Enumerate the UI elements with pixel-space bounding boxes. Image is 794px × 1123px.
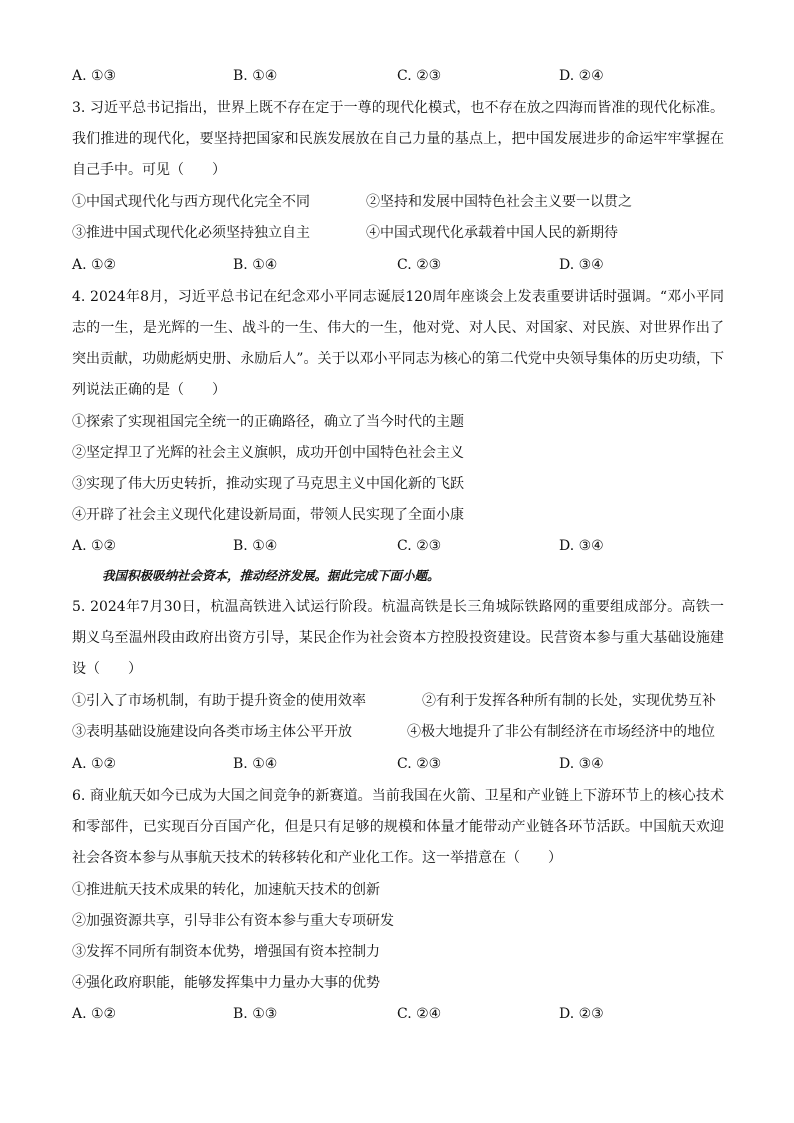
q4-item-3: ③实现了伟大历史转折，推动实现了马克思主义中国化新的飞跃	[72, 476, 464, 492]
q3-stem: 3. 习近平总书记指出，世界上既不存在定于一尊的现代化模式，也不存在放之四海而皆准的现代化标准。我们推进的现代化，要坚持把国家和民族发展放在自己力量的基点上，把中国发展进步的命运牢牢掌握在自己手中。可见（ ）	[72, 100, 724, 178]
q4-stem: 4. 2024年8月，习近平总书记在纪念邓小平同志诞辰120周年座谈会上发表重要讲话时强调。“邓小平同志的一生，是光辉的一生、战斗的一生、伟大的一生，他对党、对人民、对国家、对民族、对世界作出了突出贡献，功勋彪炳史册、永励后人”。关于以邓小平同志为核心的第二代党中央领导集体的历史功绩，下列说法正确的是（ ）	[72, 289, 724, 398]
q6-item-3: ③发挥不同所有制资本优势，增强国有资本控制力	[72, 944, 380, 960]
section-note: 我国积极吸纳社会资本，推动经济发展。据此完成下面小题。	[102, 568, 440, 583]
q5-item-3: ③表明基础设施建设向各类市场主体公平开放	[72, 724, 352, 740]
q2-options	[72, 66, 724, 86]
q3-option-b[interactable]: B. ①④	[233, 257, 278, 273]
q4-item-2: ②坚定捍卫了光辉的社会主义旗帜，成功开创中国特色社会主义	[72, 445, 464, 461]
q6-option-b[interactable]: B. ①③	[233, 1006, 278, 1022]
q3-item-4: ④中国式现代化承载着中国人民的新期待	[366, 225, 618, 241]
q2-option-a[interactable]: A. ①③	[72, 68, 117, 84]
q3-items-row-2	[72, 223, 724, 243]
q3-item-2: ②坚持和发展中国特色社会主义要一以贯之	[366, 194, 632, 210]
q3-option-c[interactable]: C. ②③	[397, 257, 442, 273]
q5-stem: 5. 2024年7月30日，杭温高铁进入试运行阶段。杭温高铁是长三角城际铁路网的重要组成部分。高铁一期义乌至温州段由政府出资方引导，某民企作为社会资本方控股投资建设。民营资本参与重大基础设施建设（ ）	[72, 599, 724, 677]
q5-item-2: ②有利于发挥各种所有制的长处，实现优势互补	[422, 693, 716, 709]
q3-option-a[interactable]: A. ①②	[72, 257, 117, 273]
q5-items-row-1	[72, 691, 724, 711]
q3-options	[72, 255, 724, 275]
q4-item-4: ④开辟了社会主义现代化建设新局面，带领人民实现了全面小康	[72, 507, 464, 523]
q6-options	[72, 1004, 724, 1024]
q4-option-b[interactable]: B. ①④	[233, 538, 278, 554]
q5-option-c[interactable]: C. ②③	[397, 756, 442, 772]
q6-item-4: ④强化政府职能，能够发挥集中力量办大事的优势	[72, 975, 380, 991]
q2-option-c[interactable]: C. ②③	[397, 68, 442, 84]
q5-options	[72, 754, 724, 774]
q5-option-a[interactable]: A. ①②	[72, 756, 117, 772]
q2-option-d[interactable]: D. ②④	[559, 68, 604, 84]
q4-option-d[interactable]: D. ③④	[559, 538, 604, 554]
q5-option-b[interactable]: B. ①④	[233, 756, 278, 772]
q5-item-4: ④极大地提升了非公有制经济在市场经济中的地位	[407, 724, 715, 740]
q3-items-row-1	[72, 192, 724, 212]
q6-stem: 6. 商业航天如今已成为大国之间竞争的新赛道。当前我国在火箭、卫星和产业链上下游环节上的核心技术和零部件，已实现百分百国产化，但是只有足够的规模和体量才能带动产业链各环节活跃。中国航天欢迎社会各资本参与从事航天技术的转移转化和产业化工作。这一举措意在（ ）	[72, 788, 724, 866]
q3-item-3: ③推进中国式现代化必须坚持独立自主	[72, 225, 310, 241]
q4-option-a[interactable]: A. ①②	[72, 538, 117, 554]
q5-item-1: ①引入了市场机制，有助于提升资金的使用效率	[72, 693, 366, 709]
q4-item-1: ①探索了实现祖国完全统一的正确路径，确立了当今时代的主题	[72, 414, 464, 430]
q5-items-row-2	[72, 722, 724, 742]
q6-item-1: ①推进航天技术成果的转化，加速航天技术的创新	[72, 882, 380, 898]
q4-option-c[interactable]: C. ②③	[397, 538, 442, 554]
q3-item-1: ①中国式现代化与西方现代化完全不同	[72, 194, 310, 210]
q6-option-d[interactable]: D. ②③	[559, 1006, 604, 1022]
q4-options	[72, 536, 724, 556]
q6-option-c[interactable]: C. ②④	[397, 1006, 442, 1022]
q6-option-a[interactable]: A. ①②	[72, 1006, 117, 1022]
q5-option-d[interactable]: D. ③④	[559, 756, 604, 772]
q6-item-2: ②加强资源共享，引导非公有资本参与重大专项研发	[72, 913, 394, 929]
q3-option-d[interactable]: D. ③④	[559, 257, 604, 273]
q2-option-b[interactable]: B. ①④	[233, 68, 278, 84]
